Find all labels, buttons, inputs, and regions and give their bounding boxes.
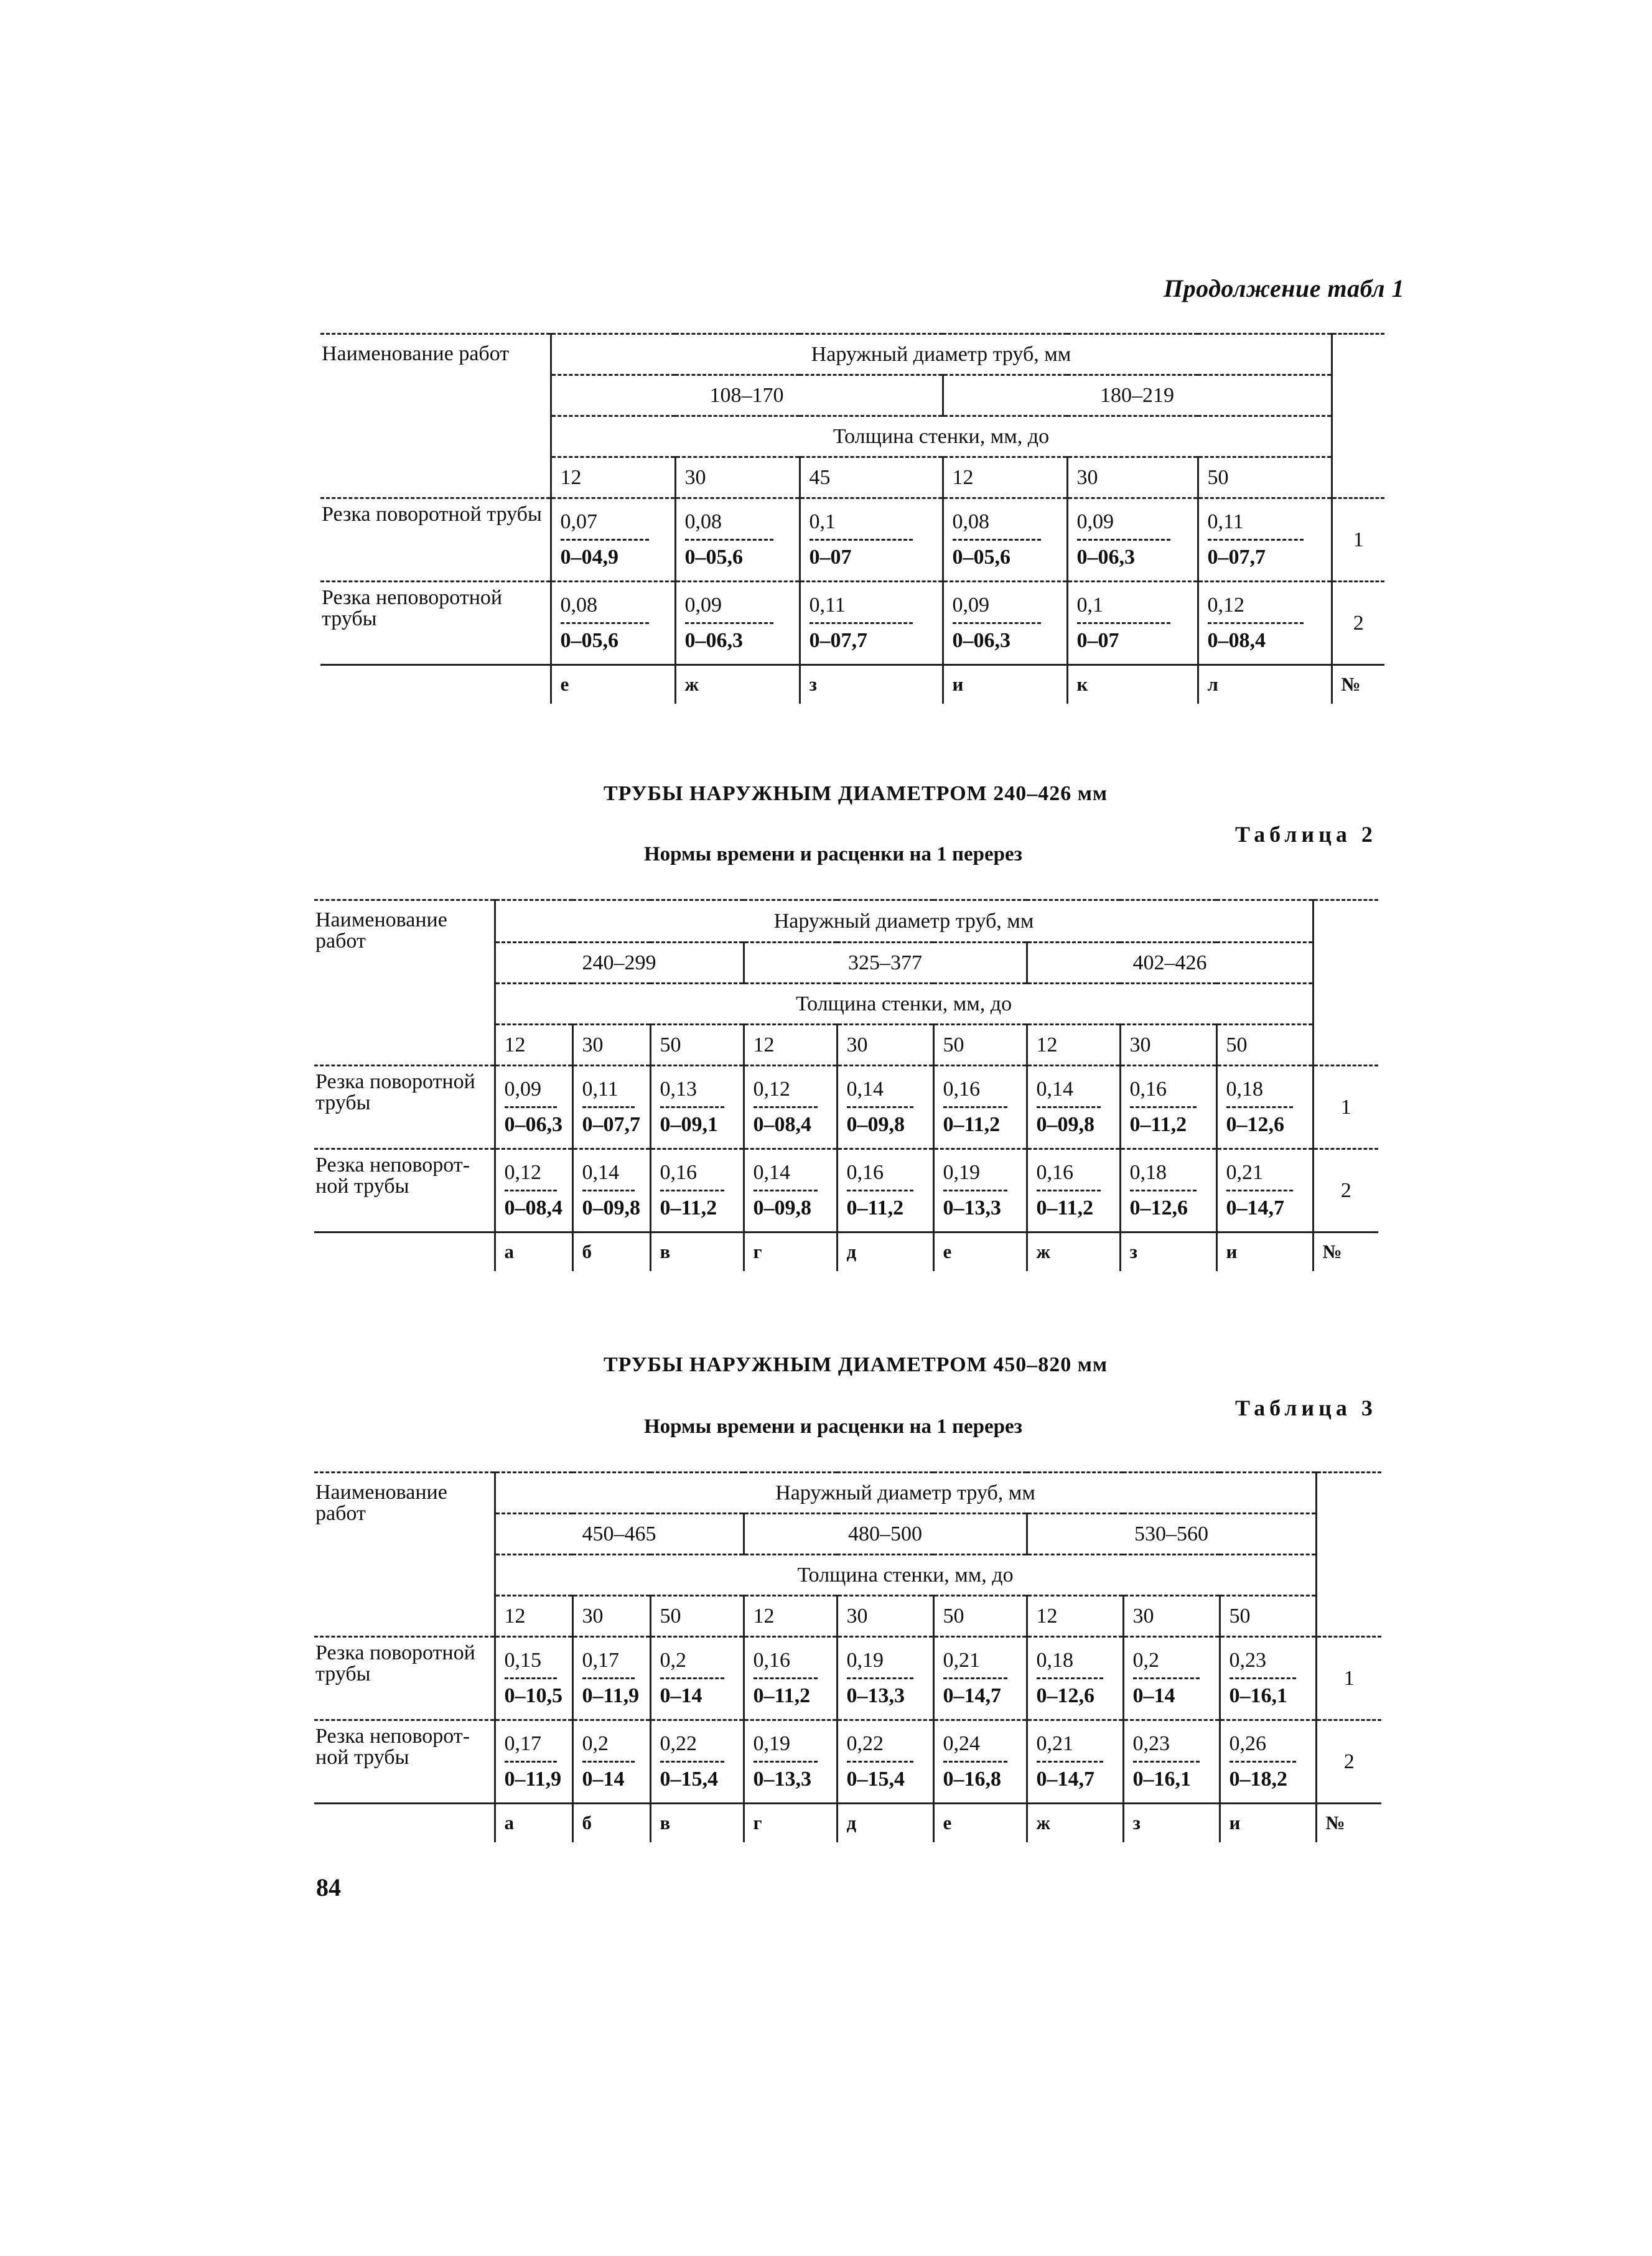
time-norm: 0,18 (1226, 1078, 1263, 1101)
rate: 0–07,7 (809, 629, 867, 652)
time-norm: 0,21 (1226, 1161, 1263, 1184)
norm-cell (650, 1720, 744, 1804)
column-letter: з (1123, 1804, 1220, 1842)
time-norm: 0,09 (1076, 510, 1114, 533)
time-norm: 0,17 (582, 1649, 619, 1672)
row-number-header-blank (1316, 1473, 1381, 1637)
column-letter: д (837, 1804, 933, 1842)
norm-cell (837, 1149, 933, 1233)
rate: 0–05,6 (952, 546, 1010, 569)
rate: 0–14 (1132, 1684, 1175, 1707)
time-norm: 0,14 (582, 1161, 619, 1184)
continuation-note: Продолжение табл 1 (1164, 274, 1405, 302)
rate: 0–08,4 (1207, 629, 1266, 652)
table-row (314, 1066, 1378, 1149)
rate: 0–12,6 (1036, 1684, 1094, 1707)
time-norm: 0,09 (504, 1078, 541, 1101)
diameter-header: Наружный диаметр труб, мм (551, 334, 1332, 375)
time-norm: 0,16 (1129, 1078, 1167, 1101)
norm-cell (744, 1720, 837, 1804)
rate: 0–11,9 (504, 1768, 562, 1791)
norm-cell (1216, 1066, 1313, 1149)
rate: 0–08,4 (504, 1196, 562, 1219)
section-title: ТРУБЫ НАРУЖНЫМ ДИАМЕТРОМ 240–426 мм (604, 782, 1108, 805)
norm-cell (1198, 498, 1332, 582)
norm-cell (933, 1066, 1027, 1149)
row-number: 1 (1316, 1637, 1381, 1720)
row-number-header-blank (1332, 334, 1384, 498)
time-norm: 0,16 (1036, 1161, 1073, 1184)
column-letter: г (744, 1804, 837, 1842)
rate: 0–11,9 (582, 1684, 640, 1707)
rate: 0–07 (809, 546, 852, 569)
column-letter: ж (1027, 1804, 1123, 1842)
column-letter: ж (1027, 1233, 1120, 1271)
time-norm: 0,18 (1036, 1649, 1073, 1672)
rate: 0–13,3 (943, 1196, 1001, 1219)
rate: 0–11,2 (1129, 1113, 1187, 1136)
column-letter: л (1198, 665, 1332, 704)
time-norm: 0,23 (1132, 1732, 1170, 1755)
time-norm: 0,12 (504, 1161, 541, 1184)
rate: 0–14 (660, 1684, 702, 1707)
norm-cell (495, 1149, 572, 1233)
time-norm: 0,14 (1036, 1078, 1073, 1101)
norm-cell (675, 498, 800, 582)
thickness-value: 30 (1120, 1025, 1216, 1066)
time-norm: 0,21 (943, 1649, 980, 1672)
column-letter: ж (675, 665, 800, 704)
time-norm: 0,23 (1229, 1649, 1266, 1672)
norm-cell (943, 498, 1067, 582)
rate: 0–05,6 (684, 546, 743, 569)
column-letter: г (744, 1233, 837, 1271)
letters-row-blank (314, 1804, 495, 1842)
norm-cell (1198, 582, 1332, 665)
time-norm: 0,16 (753, 1649, 790, 1672)
table-label: Таблица 3 (1235, 1396, 1377, 1420)
time-norm: 0,2 (660, 1649, 686, 1672)
column-letter: е (933, 1804, 1027, 1842)
time-norm: 0,14 (846, 1078, 884, 1101)
time-norm: 0,09 (952, 594, 989, 617)
table-row (314, 1637, 1381, 1720)
time-norm: 0,08 (952, 510, 989, 533)
norm-cell (572, 1149, 650, 1233)
diameter-group: 480–500 (744, 1514, 1027, 1555)
norm-cell (650, 1637, 744, 1720)
column-letter: и (1220, 1804, 1316, 1842)
norm-cell (1120, 1066, 1216, 1149)
number-sign: № (1332, 665, 1384, 704)
norm-cell (837, 1720, 933, 1804)
norm-cell (572, 1066, 650, 1149)
rate: 0–06,3 (1076, 546, 1135, 569)
diameter-group: 325–377 (744, 943, 1027, 984)
work-name: Резка неповорот-ной трубы (314, 1720, 495, 1804)
table-row (320, 582, 1384, 665)
work-name: Резка поворотной трубы (314, 1066, 495, 1149)
work-name: Резка неповоротной трубы (320, 582, 551, 665)
thickness-value: 12 (1027, 1025, 1120, 1066)
time-norm: 0,07 (560, 510, 597, 533)
norm-cell (933, 1720, 1027, 1804)
thickness-value: 50 (933, 1596, 1027, 1637)
norm-cell (572, 1720, 650, 1804)
rate: 0–04,9 (560, 546, 618, 569)
rate: 0–12,6 (1226, 1113, 1284, 1136)
norm-cell (551, 582, 675, 665)
time-norm: 0,2 (582, 1732, 609, 1755)
row-number-header-blank (1313, 900, 1378, 1066)
column-letter: е (551, 665, 675, 704)
time-norm: 0,19 (753, 1732, 790, 1755)
section-title: ТРУБЫ НАРУЖНЫМ ДИАМЕТРОМ 450–820 мм (604, 1353, 1108, 1376)
rate: 0–09,1 (660, 1113, 718, 1136)
column-letter: в (650, 1804, 744, 1842)
thickness-value: 12 (943, 457, 1067, 498)
rate: 0–11,2 (660, 1196, 717, 1219)
column-header-works: Наименование работ (314, 900, 495, 1066)
rate: 0–11,2 (846, 1196, 904, 1219)
number-sign: № (1313, 1233, 1378, 1271)
letters-row-blank (314, 1233, 495, 1271)
table-3 (314, 1471, 1381, 1842)
rate: 0–15,4 (660, 1768, 718, 1791)
rate: 0–11,2 (1036, 1196, 1094, 1219)
rate: 0–08,4 (753, 1113, 811, 1136)
norm-cell (1027, 1149, 1120, 1233)
time-norm: 0,19 (846, 1649, 884, 1672)
column-letter: б (572, 1804, 650, 1842)
column-letter: з (800, 665, 943, 704)
thickness-header: Толщина стенки, мм, до (551, 416, 1332, 457)
norm-cell (943, 582, 1067, 665)
norm-cell (495, 1066, 572, 1149)
norm-cell (1120, 1149, 1216, 1233)
row-number: 2 (1313, 1149, 1378, 1233)
table-1 (320, 333, 1384, 704)
rate: 0–12,6 (1129, 1196, 1188, 1219)
rate: 0–06,3 (952, 629, 1010, 652)
norm-cell (1067, 498, 1198, 582)
norm-cell (1123, 1720, 1220, 1804)
time-norm: 0,22 (660, 1732, 697, 1755)
norm-cell (1220, 1637, 1316, 1720)
time-norm: 0,11 (809, 594, 846, 617)
rate: 0–07 (1076, 629, 1119, 652)
time-norm: 0,2 (1132, 1649, 1159, 1672)
thickness-value: 30 (837, 1025, 933, 1066)
time-norm: 0,08 (560, 594, 597, 617)
norm-cell (933, 1149, 1027, 1233)
thickness-value: 12 (495, 1596, 572, 1637)
time-norm: 0,1 (1076, 594, 1103, 617)
time-norm: 0,26 (1229, 1732, 1266, 1755)
thickness-value: 50 (1216, 1025, 1313, 1066)
rate: 0–16,1 (1229, 1684, 1287, 1707)
row-number: 1 (1332, 498, 1384, 582)
table-subtitle: Нормы времени и расценки на 1 перерез (644, 843, 1022, 865)
thickness-header: Толщина стенки, мм, до (495, 1555, 1316, 1596)
table-row (314, 1149, 1378, 1233)
norm-cell (837, 1637, 933, 1720)
rate: 0–18,2 (1229, 1768, 1287, 1791)
diameter-group: 402–426 (1027, 943, 1313, 984)
diameter-header: Наружный диаметр труб, мм (495, 1473, 1316, 1514)
table-row (320, 498, 1384, 582)
rate: 0–16,1 (1132, 1768, 1191, 1791)
rate: 0–11,2 (943, 1113, 1001, 1136)
rate: 0–09,8 (753, 1196, 811, 1219)
rate: 0–07,7 (582, 1113, 640, 1136)
rate: 0–09,8 (846, 1113, 905, 1136)
thickness-value: 30 (675, 457, 800, 498)
column-letter: а (495, 1804, 572, 1842)
thickness-value: 50 (650, 1025, 744, 1066)
time-norm: 0,12 (753, 1078, 790, 1101)
time-norm: 0,12 (1207, 594, 1244, 617)
norm-cell (800, 582, 943, 665)
time-norm: 0,13 (660, 1078, 697, 1101)
diameter-group: 530–560 (1027, 1514, 1316, 1555)
norm-cell (495, 1720, 572, 1804)
norm-cell (744, 1066, 837, 1149)
time-norm: 0,08 (684, 510, 722, 533)
norm-cell (1220, 1720, 1316, 1804)
norm-cell (933, 1637, 1027, 1720)
norm-cell (495, 1637, 572, 1720)
norm-cell (551, 498, 675, 582)
thickness-value: 50 (933, 1025, 1027, 1066)
diameter-group: 240–299 (495, 943, 744, 984)
rate: 0–16,8 (943, 1768, 1001, 1791)
norm-cell (1027, 1637, 1123, 1720)
rate: 0–11,2 (753, 1684, 811, 1707)
column-letter: а (495, 1233, 572, 1271)
thickness-value: 50 (1220, 1596, 1316, 1637)
time-norm: 0,15 (504, 1649, 541, 1672)
thickness-value: 12 (744, 1025, 837, 1066)
rate: 0–13,3 (846, 1684, 905, 1707)
column-letter: и (943, 665, 1067, 704)
thickness-value: 30 (1067, 457, 1198, 498)
rate: 0–14,7 (943, 1684, 1001, 1707)
norm-cell (675, 582, 800, 665)
norm-cell (650, 1066, 744, 1149)
table-2 (314, 899, 1378, 1271)
norm-cell (650, 1149, 744, 1233)
thickness-value: 50 (1198, 457, 1332, 498)
rate: 0–13,3 (753, 1768, 811, 1791)
rate: 0–09,8 (1036, 1113, 1094, 1136)
row-number: 2 (1332, 582, 1384, 665)
time-norm: 0,17 (504, 1732, 541, 1755)
diameter-group: 108–170 (551, 375, 943, 416)
diameter-group: 450–465 (495, 1514, 744, 1555)
rate: 0–07,7 (1207, 546, 1266, 569)
norm-cell (1123, 1637, 1220, 1720)
norm-cell (572, 1637, 650, 1720)
work-name: Резка поворотной трубы (320, 498, 551, 582)
diameter-group: 180–219 (943, 375, 1332, 416)
time-norm: 0,14 (753, 1161, 790, 1184)
diameter-header: Наружный диаметр труб, мм (495, 900, 1313, 943)
time-norm: 0,1 (809, 510, 836, 533)
table-row (314, 1720, 1381, 1804)
time-norm: 0,18 (1129, 1161, 1167, 1184)
norm-cell (800, 498, 943, 582)
thickness-value: 30 (572, 1596, 650, 1637)
row-number: 1 (1313, 1066, 1378, 1149)
column-letter: и (1216, 1233, 1313, 1271)
rate: 0–09,8 (582, 1196, 640, 1219)
rate: 0–06,3 (684, 629, 743, 652)
norm-cell (1027, 1066, 1120, 1149)
table-label: Таблица 2 (1235, 822, 1377, 847)
work-name: Резка поворотной трубы (314, 1637, 495, 1720)
time-norm: 0,16 (943, 1078, 980, 1101)
time-norm: 0,22 (846, 1732, 884, 1755)
rate: 0–10,5 (504, 1684, 562, 1707)
thickness-value: 50 (650, 1596, 744, 1637)
column-letter: з (1120, 1233, 1216, 1271)
time-norm: 0,09 (684, 594, 722, 617)
rate: 0–15,4 (846, 1768, 905, 1791)
rate: 0–14,7 (1226, 1196, 1284, 1219)
column-letter: в (650, 1233, 744, 1271)
norm-cell (1216, 1149, 1313, 1233)
thickness-value: 12 (744, 1596, 837, 1637)
column-letter: д (837, 1233, 933, 1271)
thickness-value: 12 (551, 457, 675, 498)
time-norm: 0,11 (582, 1078, 618, 1101)
thickness-header: Толщина стенки, мм, до (495, 984, 1313, 1025)
row-number: 2 (1316, 1720, 1381, 1804)
column-header-works: Наименование работ (314, 1473, 495, 1637)
thickness-value: 30 (1123, 1596, 1220, 1637)
page-number: 84 (316, 1873, 341, 1901)
time-norm: 0,19 (943, 1161, 980, 1184)
rate: 0–05,6 (560, 629, 618, 652)
column-letter: к (1067, 665, 1198, 704)
norm-cell (1067, 582, 1198, 665)
column-header-works: Наименование работ (320, 334, 551, 498)
norm-cell (744, 1637, 837, 1720)
time-norm: 0,11 (1207, 510, 1244, 533)
rate: 0–14,7 (1036, 1768, 1094, 1791)
thickness-value: 12 (1027, 1596, 1123, 1637)
letters-row-blank (320, 665, 551, 704)
thickness-value: 12 (495, 1025, 572, 1066)
thickness-value: 30 (837, 1596, 933, 1637)
column-letter: е (933, 1233, 1027, 1271)
time-norm: 0,16 (846, 1161, 884, 1184)
table-subtitle: Нормы времени и расценки на 1 перерез (644, 1415, 1022, 1438)
time-norm: 0,24 (943, 1732, 980, 1755)
time-norm: 0,16 (660, 1161, 697, 1184)
number-sign: № (1316, 1804, 1381, 1842)
column-letter: б (572, 1233, 650, 1271)
rate: 0–06,3 (504, 1113, 562, 1136)
time-norm: 0,21 (1036, 1732, 1073, 1755)
thickness-value: 30 (572, 1025, 650, 1066)
norm-cell (837, 1066, 933, 1149)
norm-cell (1027, 1720, 1123, 1804)
thickness-value: 45 (800, 457, 943, 498)
work-name: Резка неповорот-ной трубы (314, 1149, 495, 1233)
norm-cell (744, 1149, 837, 1233)
rate: 0–14 (582, 1768, 625, 1791)
